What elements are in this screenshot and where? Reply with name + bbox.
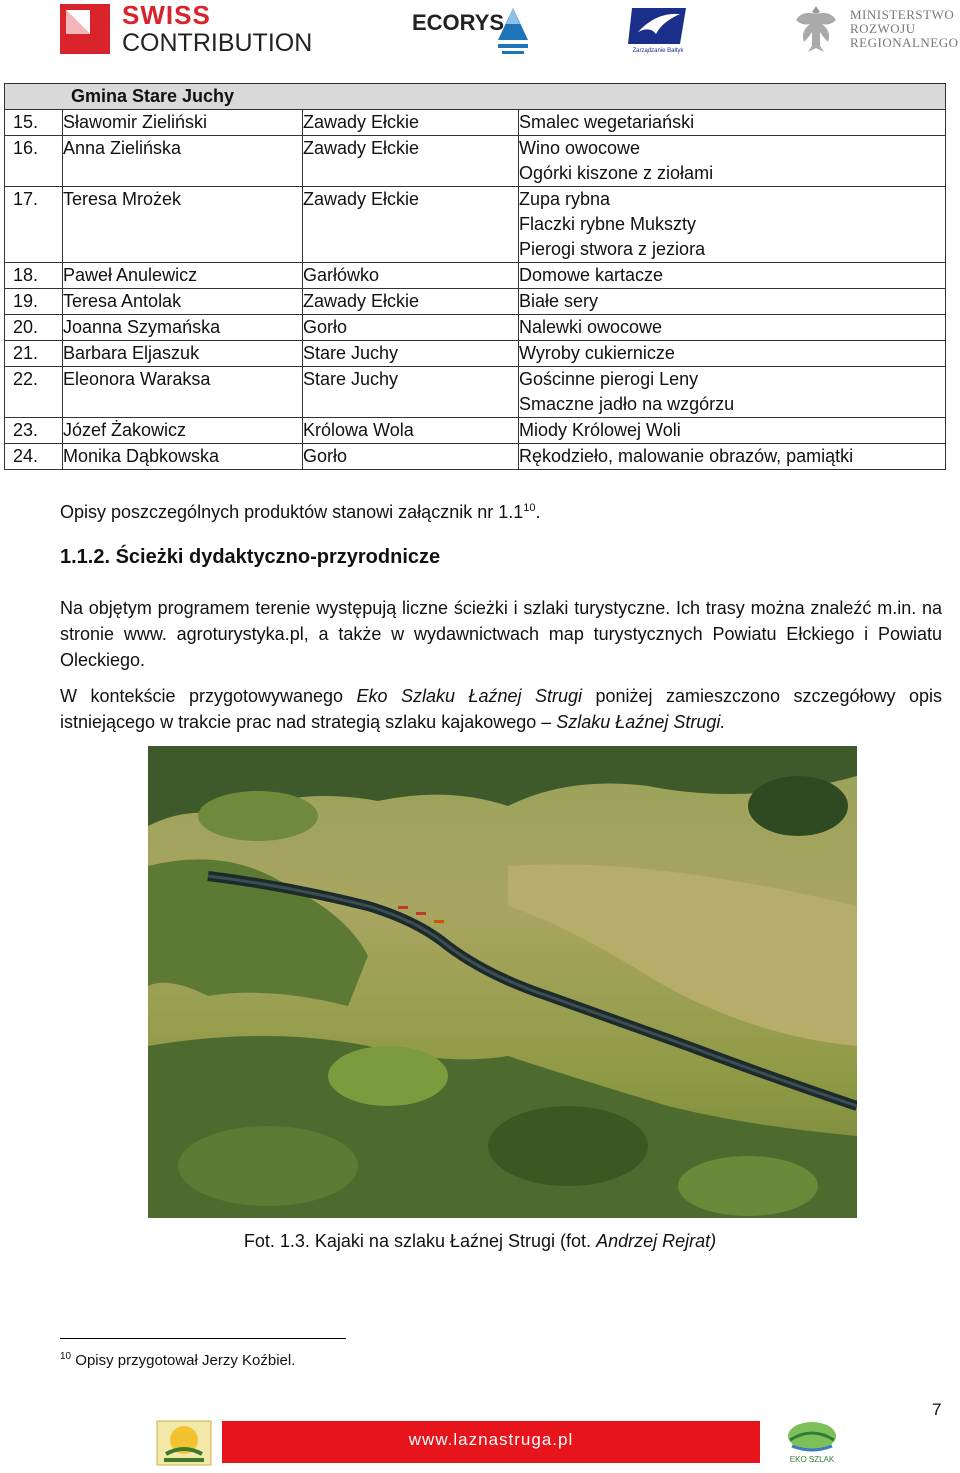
table-row [5,315,946,341]
footnote-text: Opisy przygotował Jerzy Koźbiel. [71,1352,296,1369]
table-row [5,367,946,418]
product-item: Białe sery [519,291,599,311]
row-number: 18. [5,263,63,289]
producer-place: Zawady Ełckie [303,136,519,187]
producer-place: Gorło [303,315,519,341]
bird-logo-icon [626,4,690,54]
annex-note [60,495,942,525]
producer-products [519,136,946,187]
ministry-line-2: ROZWOJU [850,21,916,36]
producer-products [519,110,946,136]
producer-products [519,341,946,367]
para2-italic-b: Eko Szlaku Łaźnej Strugi [356,686,583,706]
swiss-contribution-logo [60,2,320,56]
producer-name: Monika Dąbkowska [63,444,303,470]
product-item: Domowe kartacze [519,265,664,285]
page-number: 7 [932,1400,942,1419]
svg-text:Zarządzanie Bałtyk: Zarządzanie Bałtyk [632,48,684,54]
producer-name: Paweł Anulewicz [63,263,303,289]
footnote-separator [60,1338,346,1339]
producer-name: Barbara Eljaszuk [63,341,303,367]
swiss-logo-word: SWISS [122,0,211,30]
table-row [5,289,946,315]
ministry-line-1: MINISTERSTWO [850,7,955,22]
group-title: Gmina Stare Juchy [5,84,946,110]
producer-products [519,444,946,470]
product-item: Zupa rybna [519,189,611,209]
caption-text: Fot. 1.3. Kajaki na szlaku Łaźnej Strugi (fot. [243,1231,597,1251]
product-item: Wino owocowe [519,138,641,158]
producer-name: Joanna Szymańska [63,315,303,341]
footnote [60,1351,295,1369]
row-number: 23. [5,418,63,444]
row-number: 24. [5,444,63,470]
annex-end: . [535,502,541,522]
table-row [5,263,946,289]
producer-name: Teresa Antolak [63,289,303,315]
producer-place: Zawady Ełckie [303,289,519,315]
producer-name: Eleonora Waraksa [63,367,303,418]
table-group-header [5,84,946,110]
ecorys-logo [412,6,532,56]
aerial-river-photo [148,746,857,1218]
product-item: Wyroby cukiernicze [519,343,675,363]
producer-products [519,263,946,289]
row-number: 19. [5,289,63,315]
producer-products [519,187,946,263]
producer-place: Zawady Ełckie [303,110,519,136]
producer-place: Królowa Wola [303,418,519,444]
table-row [5,187,946,263]
product-item: Smaczne jadło na wzgórzu [519,394,735,414]
eagle-emblem-icon [792,2,840,56]
table-row [5,136,946,187]
product-item: Nalewki owocowe [519,317,663,337]
ministry-logo [790,2,960,56]
producer-name: Anna Zielińska [63,136,303,187]
producer-place: Zawady Ełckie [303,187,519,263]
producers-table [4,83,946,470]
row-number: 16. [5,136,63,187]
section-heading: 1.1.2. Ścieżki dydaktyczno-przyrodnicze [60,546,441,568]
table-row [5,110,946,136]
footnote-mark: 10 [60,1351,72,1362]
para2-text-a: W kontekście przygotowywanego [60,686,357,706]
product-item: Pierogi stwora z jeziora [519,239,706,259]
footer-url-bar [222,1421,760,1463]
row-number: 20. [5,315,63,341]
product-item: Flaczki rybne Mukszty [519,214,697,234]
product-item: Miody Królowej Woli [519,420,681,440]
product-item: Rękodzieło, malowanie obrazów, pamiątki [519,446,854,466]
para2-text-c: poniżej zamieszczono szczegółowy opis istniejącego w trakcie prac nad strategią szlaku kajakowego – [60,686,943,732]
producer-name: Józef Żakowicz [63,418,303,444]
footer-url-link[interactable]: www.laznastruga.pl [408,1430,574,1449]
ministry-line-3: REGIONALNEGO [850,35,959,50]
table-row [5,444,946,470]
producer-place: Gorło [303,444,519,470]
producer-name: Sławomir Zieliński [63,110,303,136]
producer-place: Garłówko [303,263,519,289]
footnote-ref[interactable]: 10 [523,502,536,514]
product-item: Smalec wegetariański [519,112,695,132]
svg-text:EKO SZLAK: EKO SZLAK [789,1455,835,1464]
table-row [5,341,946,367]
photo-caption [0,1231,960,1252]
product-item: Ogórki kiszone z ziołami [519,163,714,183]
zarzadzanie-baltyk-logo [626,4,690,54]
row-number: 22. [5,367,63,418]
producer-products [519,315,946,341]
page-header [0,0,960,62]
eko-szlak-logo [782,1418,842,1468]
product-item: Gościnne pierogi Leny [519,369,699,389]
eko-szlak-logo-icon [782,1418,842,1468]
annex-text: Opisy poszczególnych produktów stanowi załącznik nr 1.1 [60,502,524,522]
producer-place: Stare Juchy [303,341,519,367]
ecorys-logo-text: ECORYS [412,10,505,35]
table-row [5,418,946,444]
ecorys-mountain-icon [496,6,530,56]
producer-name: Teresa Mrożek [63,187,303,263]
caption-author: Andrzej Rejrat) [596,1231,717,1251]
swiss-flag-icon [60,4,110,54]
para2-italic-d: Szlaku Łaźnej Strugi. [556,712,726,732]
contribution-logo-word: CONTRIBUTION [122,29,313,57]
row-number: 21. [5,341,63,367]
paragraph-eko-szlak [60,683,942,735]
row-number: 15. [5,110,63,136]
producer-products [519,289,946,315]
paragraph-trails: Na objętym programem terenie występują liczne ścieżki i szlaki turystyczne. Ich trasy można znaleźć m.in. na stronie www. agroturystyka.pl, a także w wydawnictwach map turystycznych Powiatu Ełckiego i Powiatu Oleckiego. [60,598,942,670]
lag-logo-icon [156,1420,212,1466]
producer-products [519,367,946,418]
local-action-group-logo [156,1420,212,1466]
row-number: 17. [5,187,63,263]
producer-place: Stare Juchy [303,367,519,418]
producer-products [519,418,946,444]
